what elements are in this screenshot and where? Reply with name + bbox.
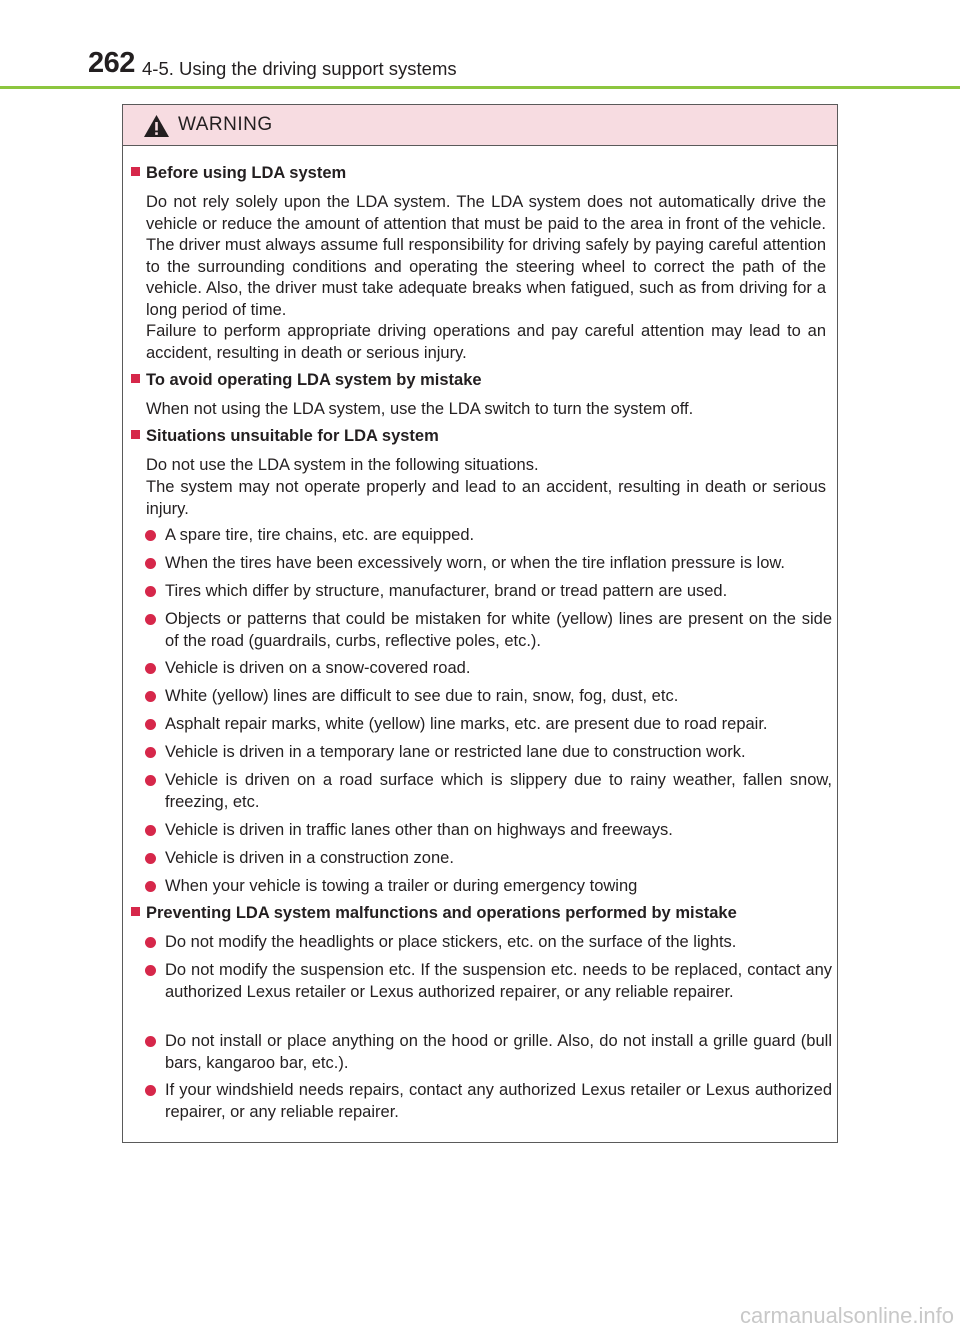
page-number: 262 [88,47,135,79]
watermark: carmanualsonline.info [739,1303,954,1328]
section-title: 4-5. Using the driving support systems [142,58,457,79]
list-item: Objects or patterns that could be mistaken for white (yellow) lines are present on the side of the road (guardrails, curbs, reflective poles, etc.). [142,609,832,652]
bullet-dot-icon [145,853,156,864]
bullet-dot-icon [145,747,156,758]
bullet-dot-icon [145,691,156,702]
bullet-dot-icon [145,614,156,625]
list-item: Vehicle is driven in a temporary lane or restricted lane due to construction work. [142,742,832,764]
section-heading: Before using LDA system [131,164,346,183]
list-item: Tires which differ by structure, manufacturer, brand or tread pattern are used. [142,581,832,603]
square-bullet-icon [131,430,140,439]
section-heading: Situations unsuitable for LDA system [131,427,439,446]
list-item: Vehicle is driven on a snow-covered road. [142,658,832,680]
paragraph: Do not use the LDA system in the following situations. [146,456,539,474]
list-item: If your windshield needs repairs, contact any authorized Lexus retailer or Lexus authorized repairer, or any reliable repairer. [142,1080,832,1123]
list-item: Vehicle is driven on a road surface which is slippery due to rainy weather, fallen snow, freezing, etc. [142,770,832,813]
list-item: A spare tire, tire chains, etc. are equipped. [142,525,832,547]
section-heading: To avoid operating LDA system by mistake [131,371,482,390]
bullet-dot-icon [145,1085,156,1096]
bullet-dot-icon [145,586,156,597]
list-item: Vehicle is driven in traffic lanes other than on highways and freeways. [142,820,832,842]
list-item: When your vehicle is towing a trailer or during emergency towing [142,876,832,898]
square-bullet-icon [131,374,140,383]
warning-box [122,104,838,1143]
list-item: Do not install or place anything on the hood or grille. Also, do not install a grille guard (bull bars, kangaroo bar, etc.). [142,1031,832,1074]
bullet-dot-icon [145,719,156,730]
list-item: Do not modify the suspension etc. If the suspension etc. needs to be replaced, contact any authorized Lexus retailer or Lexus authorized repairer, or any reliable repairer. [142,960,832,1003]
paragraph: Failure to perform appropriate driving operations and pay careful attention may lead to an accident, resulting in death or serious injury. [146,322,826,362]
bullet-dot-icon [145,558,156,569]
bullet-dot-icon [145,825,156,836]
section-heading: Preventing LDA system malfunctions and operations performed by mistake [131,904,737,923]
bullet-dot-icon [145,530,156,541]
warning-header [123,105,837,146]
header-rule [0,86,960,89]
warning-title: WARNING [178,114,273,135]
page-header [0,0,960,92]
bullet-dot-icon [145,663,156,674]
list-item: Vehicle is driven in a construction zone. [142,848,832,870]
bullet-dot-icon [145,881,156,892]
paragraph: When not using the LDA system, use the LDA switch to turn the system off. [146,400,694,418]
bullet-dot-icon [145,775,156,786]
bullet-dot-icon [145,1036,156,1047]
bullet-dot-icon [145,937,156,948]
list-item: White (yellow) lines are difficult to see due to rain, snow, fog, dust, etc. [142,686,832,708]
square-bullet-icon [131,907,140,916]
bullet-dot-icon [145,965,156,976]
paragraph: Do not rely solely upon the LDA system. The LDA system does not automatically drive the vehicle or reduce the amount of attention that must be paid to the area in front of the vehicle. The driver must always assume full responsibility for driving safely by paying careful attention to the surrounding conditions and operating the steering wheel to correct the path of the vehicle. Also, the driver must take adequate breaks when fatigued, such as from driving for a long period of time. [146,193,826,319]
list-item: Asphalt repair marks, white (yellow) line marks, etc. are present due to road repair. [142,714,832,736]
warning-triangle-icon [143,114,170,138]
square-bullet-icon [131,167,140,176]
paragraph: The system may not operate properly and lead to an accident, resulting in death or serious injury. [146,478,826,518]
list-item: Do not modify the headlights or place stickers, etc. on the surface of the lights. [142,932,832,954]
list-item: When the tires have been excessively worn, or when the tire inflation pressure is low. [142,553,832,575]
